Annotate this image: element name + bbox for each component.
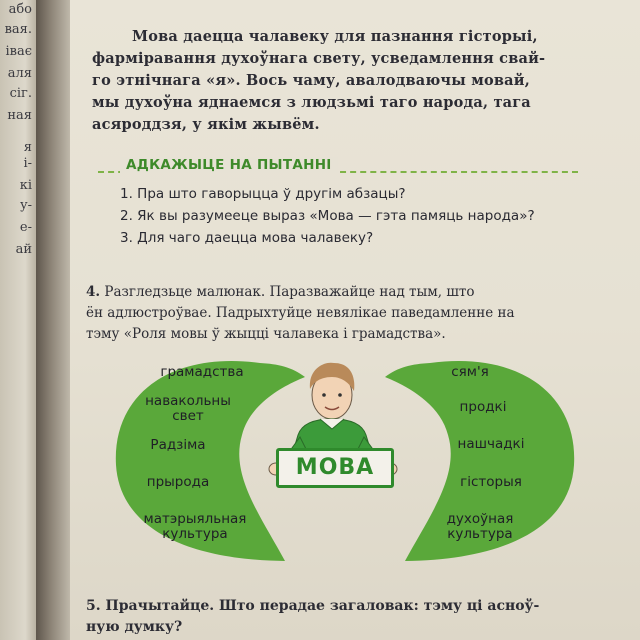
task-5-line	[86, 596, 586, 617]
right-word: духоўная культура	[446, 511, 514, 542]
left-word: навакольны свет	[145, 393, 231, 424]
left-page-fragment: е-	[19, 220, 32, 235]
left-page-fragment: я	[23, 140, 32, 155]
intro-paragraph	[92, 26, 592, 136]
task-5-line: ную думку?	[86, 619, 183, 635]
intro-line: фарміравання духоўнага свету, усведамлення свай-	[92, 50, 546, 67]
left-page-fragment: ай	[15, 242, 32, 257]
task-4-line: тэму «Роля мовы ў жыцці чалавека і грамадства».	[86, 326, 446, 342]
left-page-fragment: і-	[23, 156, 32, 171]
intro-line: го этнічнага «я». Вось чаму, авалодваючы мовай,	[92, 72, 530, 89]
left-word: прырода	[146, 474, 210, 490]
intro-line: асяроддзя, у якім жывём.	[92, 116, 320, 133]
left-page-fragment: сіг.	[9, 86, 32, 101]
left-page-fragment: іває	[5, 44, 32, 59]
left-page-fragment: або	[8, 2, 32, 17]
left-page-edge	[0, 0, 36, 640]
question-item: 2. Як вы разумееце выраз «Мова — гэта памяць народа»?	[120, 208, 535, 224]
mova-board: МОВА	[276, 448, 394, 488]
intro-line: мы духоўна яднаемся з людзьмі таго народа, тага	[92, 94, 531, 111]
left-word: грамадства	[160, 364, 244, 380]
left-word: Радзіма	[150, 437, 206, 453]
task-number: 4.	[86, 284, 101, 300]
section-header	[98, 157, 578, 177]
task-number: 5.	[86, 598, 101, 614]
left-page-fragment: аля	[7, 66, 32, 81]
task-4	[86, 282, 586, 345]
left-page-fragment: у-	[19, 198, 32, 213]
mova-illustration	[110, 355, 580, 565]
left-page-fragment: ная	[7, 108, 32, 123]
task-4-line	[86, 282, 586, 303]
question-list	[120, 183, 590, 249]
right-word: гісторыя	[460, 474, 522, 490]
left-word: матэрыяльная культура	[143, 511, 247, 542]
left-page-fragment: вая.	[4, 22, 32, 37]
question-item: 3. Для чаго даецца мова чалавеку?	[120, 230, 374, 246]
section-title: АДКАЖЫЦЕ НА ПЫТАННІ	[120, 157, 338, 173]
left-page-fragment: кі	[19, 178, 32, 193]
right-word: продкі	[459, 399, 507, 415]
question-item: 1. Пра што гаворыцца ў другім абзацы?	[120, 186, 406, 202]
right-word: сям'я	[451, 364, 489, 380]
task-4-line: ён адлюстроўвае. Падрыхтуйце невялікае паведамленне на	[86, 305, 515, 321]
intro-line: Мова даецца чалавеку для пазнання гісторыі,	[132, 28, 538, 45]
task-4-text: Разгледзьце малюнак. Паразважайце над тым, што	[104, 284, 475, 300]
task-5-text: Прачытайце. Што перадае загаловак: тэму ці асноў-	[105, 598, 540, 614]
task-5	[86, 596, 586, 638]
right-word: нашчадкі	[457, 436, 525, 452]
